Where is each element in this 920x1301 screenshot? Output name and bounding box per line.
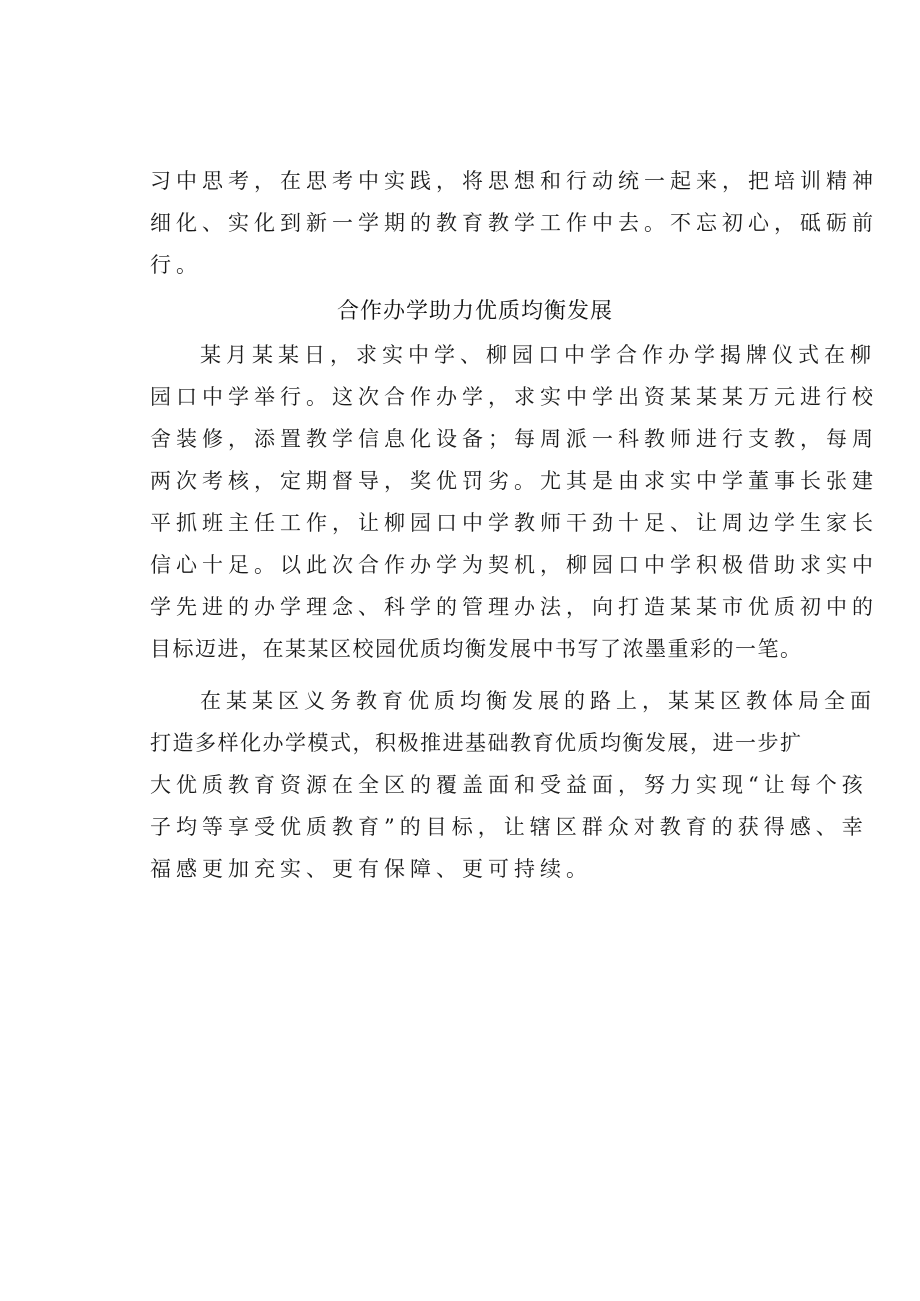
paragraph-line: 学先进的办学理念、科学的管理办法，向打造某某市优质初中的 xyxy=(150,595,878,619)
article-paragraph-2 xyxy=(150,680,876,890)
paragraph-line: 打造多样化办学模式，积极推进基础教育优质均衡发展，进一步扩 xyxy=(150,731,803,755)
paragraph-line: 子均等享受优质教育”的目标，让辖区群众对教育的获得感、幸 xyxy=(150,815,868,839)
paragraph-line: 目标迈进，在某某区校园优质均衡发展中书写了浓墨重彩的一笔。 xyxy=(150,637,803,661)
paragraph-line: 信心十足。以此次合作办学为契机，柳园口中学积极借助求实中 xyxy=(150,553,878,577)
paragraph-line: 舍装修，添置教学信息化设备；每周派一科教师进行支教，每周 xyxy=(150,427,878,451)
paragraph-line: 福感更加充实、更有保障、更可持续。 xyxy=(150,857,592,881)
paragraph-line: 行。 xyxy=(150,253,202,277)
paragraph-line: 两次考核，定期督导，奖优罚劣。尤其是由求实中学董事长张建 xyxy=(150,469,878,493)
paragraph-line: 某月某某日，求实中学、柳园口中学合作办学揭牌仪式在柳 xyxy=(200,343,876,367)
paragraph-line: 在某某区义务教育优质均衡发展的路上，某某区教体局全面 xyxy=(200,689,876,713)
paragraph-line: 平抓班主任工作，让柳园口中学教师干劲十足、让周边学生家长 xyxy=(150,511,878,535)
article-paragraph-1 xyxy=(150,334,878,670)
paragraph-line: 细化、实化到新一学期的教育教学工作中去。不忘初心，砥砺前 xyxy=(150,211,878,235)
paragraph-line: 习中思考，在思考中实践，将思想和行动统一起来，把培训精神 xyxy=(150,169,878,193)
paragraph-line: 园口中学举行。这次合作办学，求实中学出资某某某万元进行校 xyxy=(150,385,878,409)
article-title: 合作办学助力优质均衡发展 xyxy=(336,299,613,324)
intro-paragraph xyxy=(150,160,878,286)
paragraph-line: 大优质教育资源在全区的覆盖面和受益面，努力实现“让每个孩 xyxy=(150,773,868,797)
